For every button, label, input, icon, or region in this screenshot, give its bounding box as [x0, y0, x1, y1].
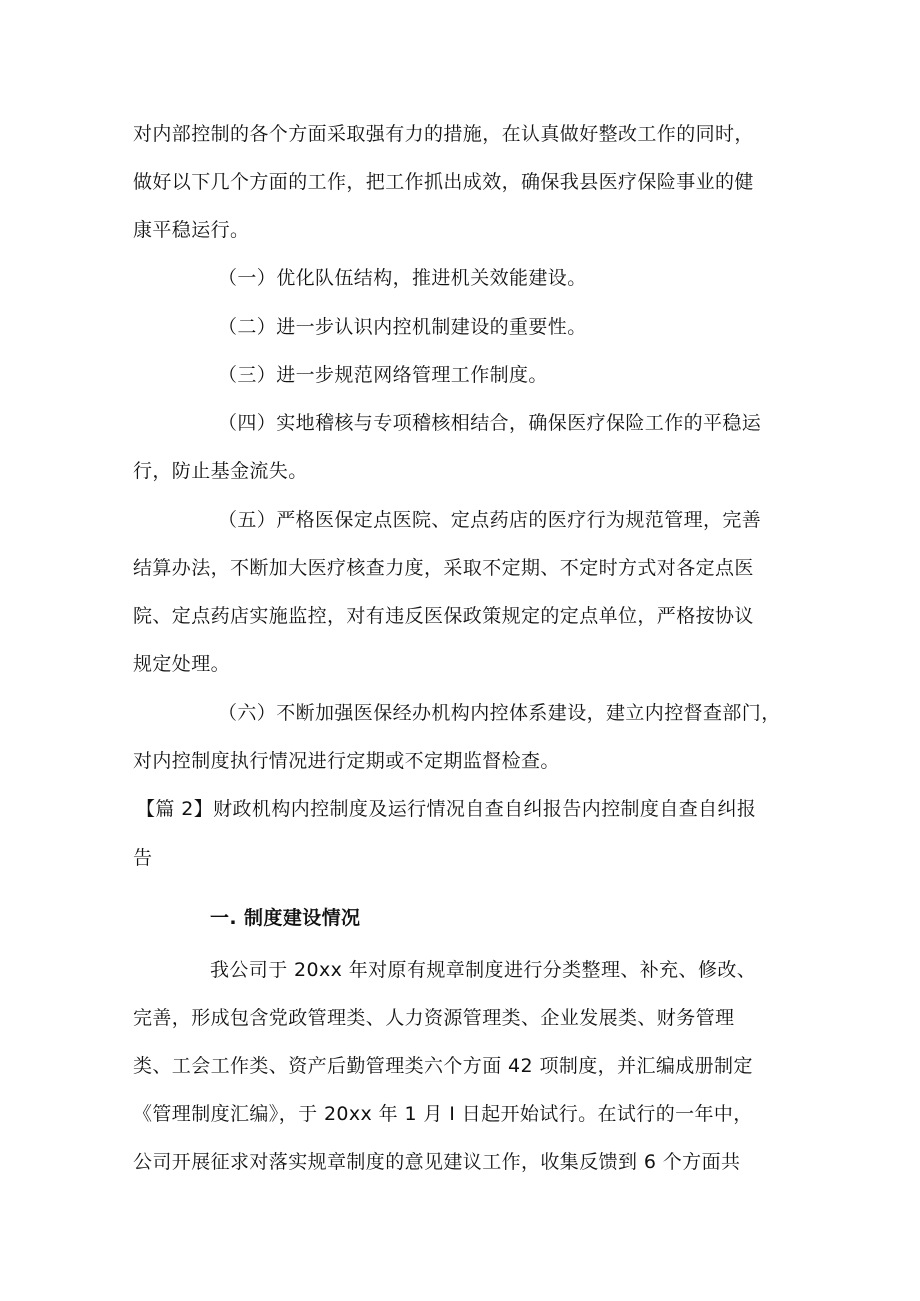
list-item-5-cont: 规定处理。: [133, 653, 231, 675]
paragraph-line: 康平稳运行。: [133, 219, 250, 241]
list-item-5-cont: 结算办法，不断加大医疗核查力度，采取不定期、不定时方式对各定点医: [133, 557, 754, 579]
paragraph-line: 完善，形成包含党政管理类、人力资源管理类、企业发展类、财务管理: [133, 1007, 735, 1029]
paragraph-line: 类、工会工作类、资产后勤管理类六个方面 42 项制度，并汇编成册制定: [133, 1055, 753, 1077]
section-heading: 一. 制度建设情况: [210, 907, 361, 929]
article-title: 【篇 2】财政机构内控制度及运行情况自查自纠报告内控制度自查自纠报: [136, 798, 757, 820]
paragraph-line: 做好以下几个方面的工作，把工作抓出成效，确保我县医疗保险事业的健: [133, 171, 754, 193]
list-item-1: （一）优化队伍结构，推进机关效能建设。: [218, 267, 587, 289]
paragraph-line: 公司开展征求对落实规章制度的意见建议工作，收集反馈到 6 个方面共: [133, 1151, 741, 1173]
article-title-cont: 告: [133, 847, 153, 869]
list-item-3: （三）进一步规范网络管理工作制度。: [218, 364, 548, 386]
list-item-5: （五）严格医保定点医院、定点药店的医疗行为规范管理，完善: [218, 509, 762, 531]
list-item-4-cont: 行，防止基金流失。: [133, 460, 308, 482]
list-item-6-cont: 对内控制度执行情况进行定期或不定期监督检查。: [133, 750, 560, 772]
list-item-4: （四）实地稽核与专项稽核相结合，确保医疗保险工作的平稳运: [218, 412, 762, 434]
paragraph-line: 对内部控制的各个方面采取强有力的措施，在认真做好整改工作的同时，: [133, 123, 754, 145]
paragraph-line: 我公司于 20xx 年对原有规章制度进行分类整理、补充、修改、: [210, 959, 757, 981]
paragraph-line: 《管理制度汇编》，于 20xx 年 1 月 I 日起开始试行。在试行的一年中，: [133, 1103, 753, 1125]
list-item-6: （六）不断加强医保经办机构内控体系建设，建立内控督查部门，: [218, 702, 781, 724]
list-item-5-cont: 院、定点药店实施监控，对有违反医保政策规定的定点单位，严格按协议: [133, 605, 754, 627]
list-item-2: （二）进一步认识内控机制建设的重要性。: [218, 316, 587, 338]
